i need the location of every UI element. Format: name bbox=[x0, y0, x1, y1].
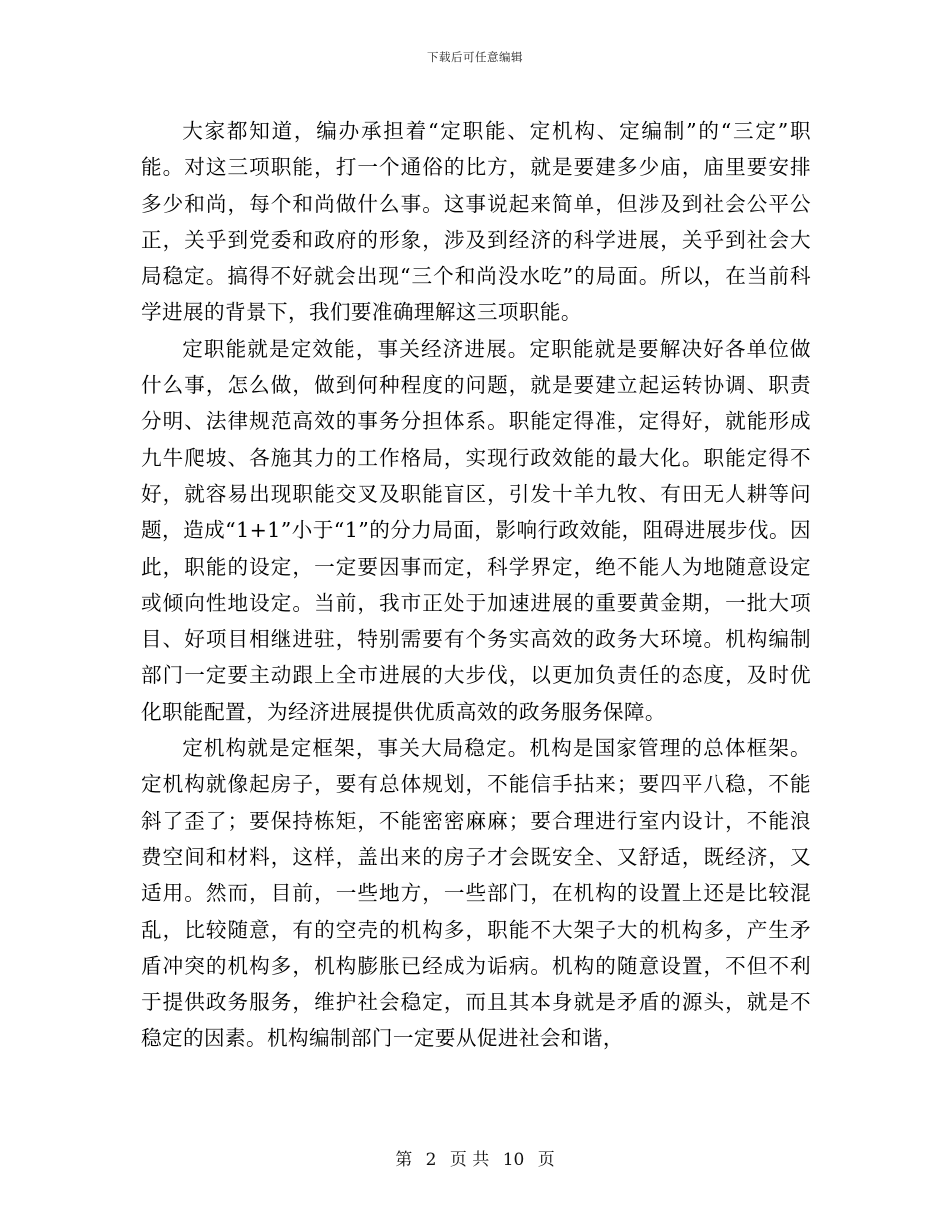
page-footer bbox=[0, 1145, 950, 1170]
footer-total-pages: 10 bbox=[502, 1150, 525, 1170]
paragraph-2: 定职能就是定效能，事关经济进展。定职能就是要解决好各单位做什么事，怎么做，做到何种程度的问题，就是要建立起运转协调、职责分明、法律规范高效的事务分担体系。职能定得准，定得好，就能形成九牛爬坡、各施其力的工作格局，实现行政效能的最大化。职能定得不好，就容易出现职能交叉及职能盲区，引发十羊九牧、有田无人耕等问题，造成“1+1”小于“1”的分力局面，影响行政效能，阻碍进展步伐。因此，职能的设定，一定要因事而定，科学界定，绝不能人为地随意设定或倾向性地设定。当前，我市正处于加速进展的重要黄金期，一批大项目、好项目相继进驻，特别需要有个务实高效的政务大环境。机构编制部门一定要主动跟上全市进展的大步伐，以更加负责任的态度，及时优化职能配置，为经济进展提供优质高效的政务服务保障。 bbox=[141, 336, 811, 724]
paragraph-1: 大家都知道，编办承担着“定职能、定机构、定编制”的“三定”职能。对这三项职能，打一个通俗的比方，就是要建多少庙，庙里要安排多少和尚，每个和尚做什么事。这事说起来简单，但涉及到社会公平公正，关乎到党委和政府的形象，涉及到经济的科学进展，关乎到社会大局稳定。搞得不好就会出现“三个和尚没水吃”的局面。所以，在当前科学进展的背景下，我们要准确理解这三项职能。 bbox=[141, 119, 811, 325]
footer-page-number: 2 bbox=[425, 1150, 437, 1170]
body-text bbox=[141, 113, 811, 1057]
page-header: 下载后可任意编辑 bbox=[427, 50, 523, 64]
footer-suffix: 页 bbox=[537, 1150, 555, 1170]
footer-middle: 页 共 bbox=[449, 1150, 490, 1170]
footer-prefix: 第 bbox=[395, 1150, 413, 1170]
paragraph-3: 定机构就是定框架，事关大局稳定。机构是国家管理的总体框架。定机构就像起房子，要有总体规划，不能信手拈来；要四平八稳，不能斜了歪了；要保持栋矩，不能密密麻麻；要合理进行室内设计，不能浪费空间和材料，这样，盖出来的房子才会既安全、又舒适，既经济，又适用。然而，目前，一些地方，一些部门，在机构的设置上还是比较混乱，比较随意，有的空壳的机构多，职能不大架子大的机构多，产生矛盾冲突的机构多，机构膨胀已经成为诟病。机构的随意设置，不但不利于提供政务服务，维护社会稳定，而且其本身就是矛盾的源头，就是不稳定的因素。机构编制部门一定要从促进社会和谐， bbox=[141, 736, 811, 1051]
